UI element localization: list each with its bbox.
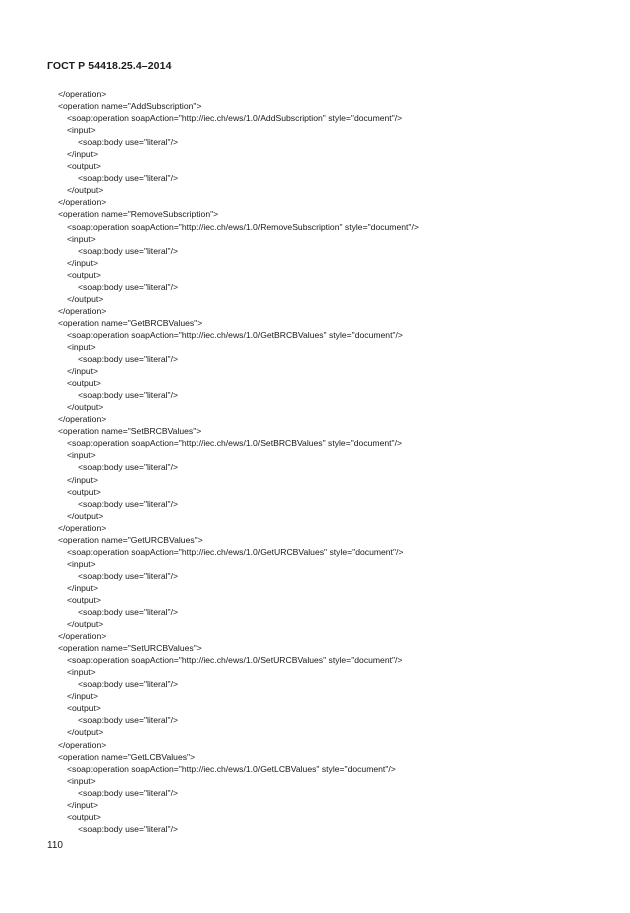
code-line: </output> [67, 402, 104, 413]
code-line: <input> [67, 558, 96, 569]
code-line: <input> [67, 450, 96, 461]
code-line: <soap:operation soapAction="http://iec.ch/ews/1.0/SetBRCBValues" style="document"/> [67, 438, 402, 449]
code-line: </operation> [58, 305, 107, 316]
code-line: </input> [67, 691, 99, 702]
code-line: <output> [67, 703, 101, 714]
code-line: </input> [67, 474, 99, 485]
code-line: <soap:operation soapAction="http://iec.ch/ews/1.0/GetURCBValues" style="document"/> [67, 546, 404, 557]
code-line: <output> [67, 594, 101, 605]
code-line: </output> [67, 510, 104, 521]
code-line: <output> [67, 269, 101, 280]
code-line: </output> [67, 619, 104, 630]
code-line: <output> [67, 378, 101, 389]
code-line: <soap:body use="literal"/> [78, 787, 178, 798]
code-line: <soap:operation soapAction="http://iec.ch/ews/1.0/RemoveSubscription" style="document"/> [67, 221, 419, 232]
code-line: <soap:body use="literal"/> [78, 823, 178, 834]
code-line: </input> [67, 799, 99, 810]
code-line: <soap:body use="literal"/> [78, 354, 178, 365]
code-line: </output> [67, 727, 104, 738]
code-line: <soap:operation soapAction="http://iec.ch/ews/1.0/GetLCBValues" style="document"/> [67, 763, 396, 774]
code-line: <operation name="GetLCBValues"> [58, 751, 196, 762]
code-line: <operation name="GetURCBValues"> [58, 534, 203, 545]
code-line: <output> [67, 486, 101, 497]
code-line: <input> [67, 775, 96, 786]
code-line: <operation name="SetBRCBValues"> [58, 426, 202, 437]
code-line: <soap:body use="literal"/> [78, 173, 178, 184]
code-line: <operation name="SetURCBValues"> [58, 643, 202, 654]
code-line: <soap:body use="literal"/> [78, 281, 178, 292]
code-line: <soap:body use="literal"/> [78, 137, 178, 148]
code-line: <soap:operation soapAction="http://iec.ch/ews/1.0/AddSubscription" style="document"/> [67, 113, 403, 124]
code-line: <input> [67, 233, 96, 244]
code-line: <soap:body use="literal"/> [78, 715, 178, 726]
code-line: </input> [67, 257, 99, 268]
code-line: </output> [67, 185, 104, 196]
code-line: <soap:body use="literal"/> [78, 679, 178, 690]
code-line: </operation> [58, 739, 107, 750]
code-line: </operation> [58, 414, 107, 425]
code-line: <operation name="GetBRCBValues"> [58, 317, 203, 328]
code-line: <output> [67, 811, 101, 822]
code-line: <soap:operation soapAction="http://iec.ch/ews/1.0/SetURCBValues" style="document"/> [67, 655, 403, 666]
page-number: 110 [47, 840, 63, 851]
code-line: <input> [67, 341, 96, 352]
code-line: <soap:body use="literal"/> [78, 607, 178, 618]
code-line: </operation> [58, 631, 107, 642]
code-line: </operation> [58, 522, 107, 533]
code-line: <soap:body use="literal"/> [78, 462, 178, 473]
code-line: <operation name="RemoveSubscription"> [58, 209, 219, 220]
document-header: ГОСТ Р 54418.25.4–2014 [47, 60, 172, 72]
code-line: </input> [67, 366, 99, 377]
code-line: </operation> [58, 89, 107, 99]
code-line: <soap:body use="literal"/> [78, 498, 178, 509]
code-line: </output> [67, 293, 104, 304]
code-line: <input> [67, 125, 96, 136]
code-line: <input> [67, 667, 96, 678]
code-line: <output> [67, 161, 101, 172]
code-line: </input> [67, 149, 99, 160]
code-line: <operation name="AddSubscription"> [58, 101, 202, 112]
code-line: <soap:body use="literal"/> [78, 245, 178, 256]
code-line: </input> [67, 582, 99, 593]
code-line: <soap:operation soapAction="http://iec.ch/ews/1.0/GetBRCBValues" style="document"/> [67, 329, 403, 340]
code-line: </operation> [58, 197, 107, 208]
code-line: <soap:body use="literal"/> [78, 570, 178, 581]
wsdl-code-block [0, 88, 630, 835]
code-line: <soap:body use="literal"/> [78, 390, 178, 401]
